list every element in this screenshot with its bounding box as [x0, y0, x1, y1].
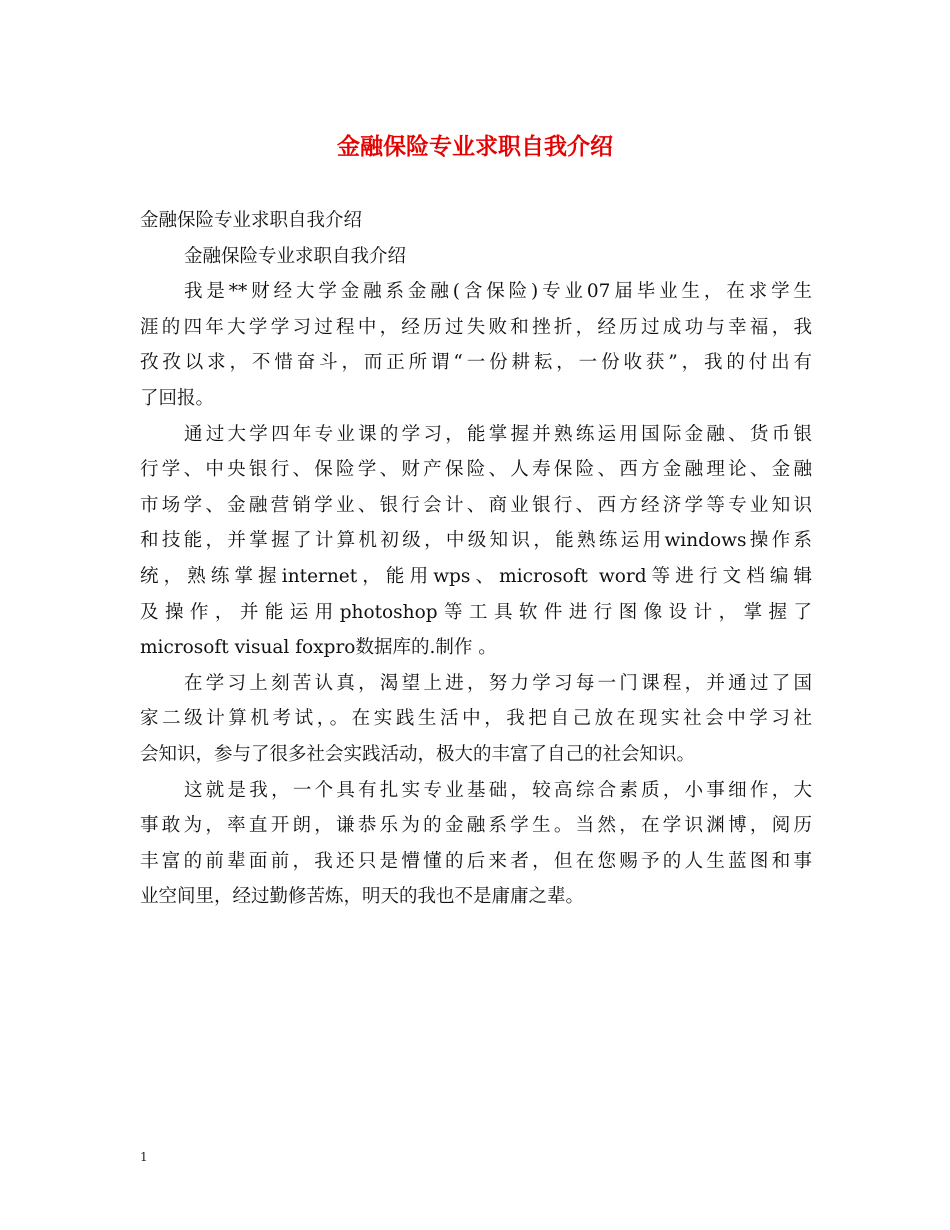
document-body: [140, 203, 812, 915]
paragraph-line: 通过大学四年专业课的学习，能掌握并熟练运用国际金融、货币银: [184, 423, 812, 445]
paragraph-line: microsoft visual foxpro数据库的.制作 。: [140, 637, 497, 659]
paragraph-line: 事敢为，率直开朗，谦恭乐为的金融系学生。当然，在学识渊博，阅历: [140, 815, 812, 837]
paragraph-line: 金融保险专业求职自我介绍: [184, 245, 407, 267]
paragraph: [140, 666, 812, 773]
paragraph: [140, 773, 812, 915]
paragraph-line: 和技能，并掌握了计算机初级，中级知识，能熟练运用windows操作系: [140, 530, 812, 552]
paragraph: [140, 239, 812, 275]
paragraph-line: 了回报。: [140, 387, 215, 409]
page-number: 1: [140, 1150, 148, 1164]
paragraph: [140, 417, 812, 666]
paragraph: [140, 274, 812, 416]
paragraph-line: 统，熟练掌握internet，能用wps、microsoft word等进行文档编辑: [140, 565, 812, 587]
paragraph-line: 涯的四年大学学习过程中，经历过失败和挫折，经历过成功与幸福，我: [140, 316, 812, 338]
document-title: 金融保险专业求职自我介绍: [337, 133, 613, 160]
paragraph-line: 会知识，参与了很多社会实践活动，极大的丰富了自己的社会知识。: [140, 743, 696, 765]
paragraph-line: 我是**财经大学金融系金融(含保险)专业07届毕业生，在求学生: [184, 281, 812, 303]
paragraph-line: 业空间里，经过勤修苦炼，明天的我也不是庸庸之辈。: [140, 886, 585, 908]
paragraph-line: 在学习上刻苦认真，渴望上进，努力学习每一门课程，并通过了国: [184, 672, 812, 694]
paragraph-line: 这就是我，一个具有扎实专业基础，较高综合素质，小事细作，大: [184, 779, 812, 801]
paragraph-line: 市场学、金融营销学业、银行会计、商业银行、西方经济学等专业知识: [140, 494, 812, 516]
paragraph-line: 丰富的前辈面前，我还只是懵懂的后来者，但在您赐予的人生蓝图和事: [140, 850, 812, 872]
paragraph-line: 及操作，并能运用photoshop等工具软件进行图像设计，掌握了: [140, 601, 812, 623]
paragraph-line: 行学、中央银行、保险学、财产保险、人寿保险、西方金融理论、金融: [140, 459, 812, 481]
paragraph-line: 家二级计算机考试，。在实践生活中，我把自己放在现实社会中学习社: [140, 708, 812, 730]
paragraph: [140, 203, 812, 239]
paragraph-line: 金融保险专业求职自我介绍: [140, 210, 363, 231]
paragraph-line: 孜孜以求，不惜奋斗，而正所谓“一份耕耘，一份收获”，我的付出有: [140, 352, 812, 374]
